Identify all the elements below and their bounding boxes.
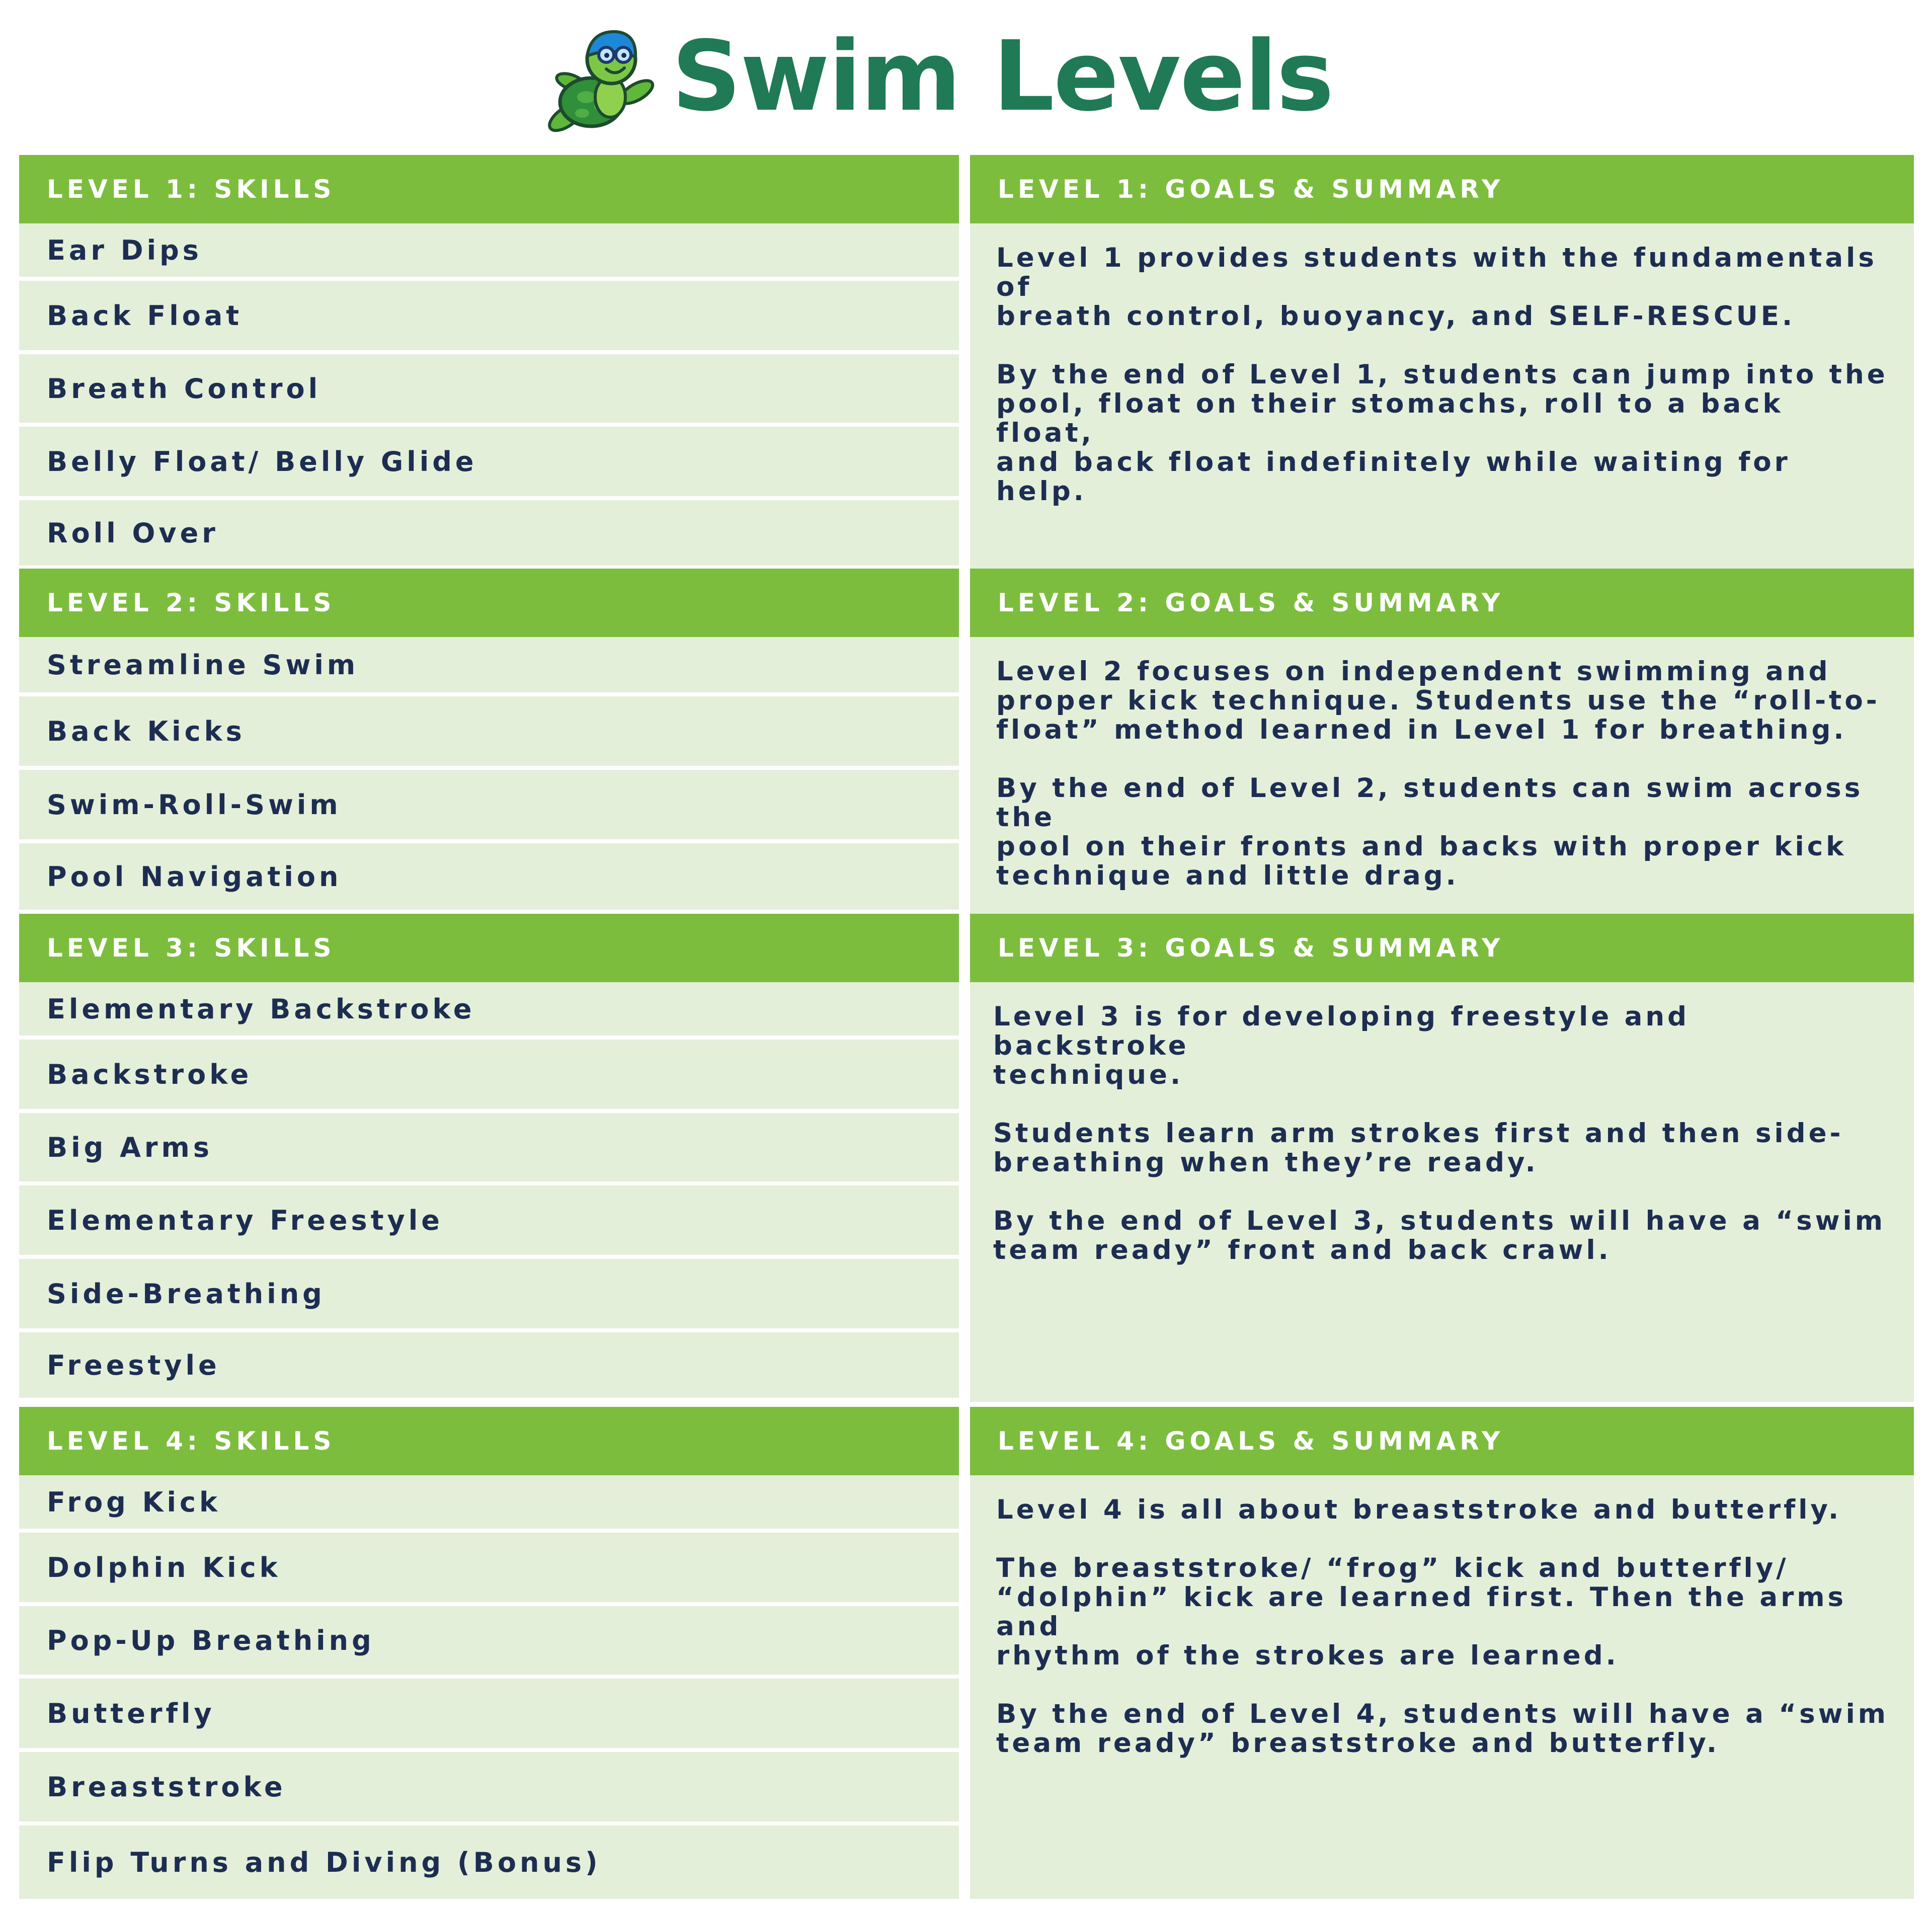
skill-row: Freestyle xyxy=(19,1332,959,1402)
skill-row: Pool Navigation xyxy=(19,843,959,914)
level-1-goals xyxy=(970,155,1914,570)
level-2-goals xyxy=(970,569,1914,915)
summary-paragraph: By the end of Level 1, students can jump into the pool, float on their stomachs, roll to a back float, and back float indefinitely while waiting for help. xyxy=(996,359,1888,507)
skill-row: Breaststroke xyxy=(19,1752,959,1825)
skill-row: Breath Control xyxy=(19,354,959,427)
level-2-skills-header: LEVEL 2: SKILLS xyxy=(19,569,959,637)
level-1-skills-header: LEVEL 1: SKILLS xyxy=(19,155,959,223)
level-3-summary xyxy=(970,982,1914,1402)
summary-paragraph: By the end of Level 4, students will have a “swim team ready” breaststroke and butterfly. xyxy=(996,1699,1889,1759)
summary-paragraph: The breaststroke/ “frog” kick and butterfly/ “dolphin” kick are learned first. Then the arms and rhythm of the strokes are learned. xyxy=(996,1553,1847,1671)
skill-row: Big Arms xyxy=(19,1113,959,1185)
skill-row: Roll Over xyxy=(19,500,959,570)
page-title: Swim Levels xyxy=(672,21,1333,133)
level-4-summary xyxy=(970,1475,1914,1899)
summary-paragraph: Level 1 provides students with the fundamentals of breath control, buoyancy, and SELF-RESCUE. xyxy=(996,243,1877,332)
level-1-goals-header: LEVEL 1: GOALS & SUMMARY xyxy=(970,155,1914,223)
summary-paragraph: Level 2 focuses on independent swimming and proper kick technique. Students use the “roll-to- float” method learned in Level 1 for breathing. xyxy=(996,656,1880,745)
summary-paragraph: By the end of Level 2, students can swim across the pool on their fronts and backs with proper kick technique and little drag. xyxy=(996,773,1864,891)
skill-row: Dolphin Kick xyxy=(19,1533,959,1606)
skill-row: Butterfly xyxy=(19,1679,959,1752)
skill-row: Back Kicks xyxy=(19,696,959,770)
level-4-goals-header: LEVEL 4: GOALS & SUMMARY xyxy=(970,1407,1914,1475)
turtle-mascot-icon xyxy=(536,17,657,137)
summary-paragraph: Level 3 is for developing freestyle and backstroke technique. xyxy=(993,1001,1690,1090)
skill-row: Elementary Backstroke xyxy=(19,982,959,1040)
level-3-skills-header: LEVEL 3: SKILLS xyxy=(19,914,959,982)
skill-row: Frog Kick xyxy=(19,1475,959,1533)
skill-row: Side-Breathing xyxy=(19,1259,959,1332)
level-2-summary xyxy=(970,637,1914,915)
level-3-goals-header: LEVEL 3: GOALS & SUMMARY xyxy=(970,914,1914,982)
skill-row: Ear Dips xyxy=(19,223,959,281)
skill-row: Backstroke xyxy=(19,1040,959,1113)
level-1-skills xyxy=(19,155,959,570)
skill-row: Elementary Freestyle xyxy=(19,1185,959,1259)
skill-row: Belly Float/ Belly Glide xyxy=(19,427,959,500)
level-3-skills xyxy=(19,914,959,1402)
level-2-goals-header: LEVEL 2: GOALS & SUMMARY xyxy=(970,569,1914,637)
summary-paragraph: Level 4 is all about breaststroke and butterfly. xyxy=(996,1494,1842,1525)
skill-row: Pop-Up Breathing xyxy=(19,1606,959,1679)
level-4-goals xyxy=(970,1407,1914,1899)
skill-row: Back Float xyxy=(19,281,959,354)
summary-paragraph: By the end of Level 3, students will have a “swim team ready” front and back crawl. xyxy=(993,1206,1886,1265)
skill-row: Swim-Roll-Swim xyxy=(19,770,959,843)
summary-paragraph: Students learn arm strokes first and then side- breathing when they’re ready. xyxy=(993,1118,1844,1178)
page-header xyxy=(536,19,1333,135)
level-1-summary xyxy=(970,223,1914,570)
level-3-goals xyxy=(970,914,1914,1402)
skill-row: Flip Turns and Diving (Bonus) xyxy=(19,1825,959,1899)
level-4-skills-header: LEVEL 4: SKILLS xyxy=(19,1407,959,1475)
level-4-skills xyxy=(19,1407,959,1899)
level-2-skills xyxy=(19,569,959,914)
skill-row: Streamline Swim xyxy=(19,637,959,696)
